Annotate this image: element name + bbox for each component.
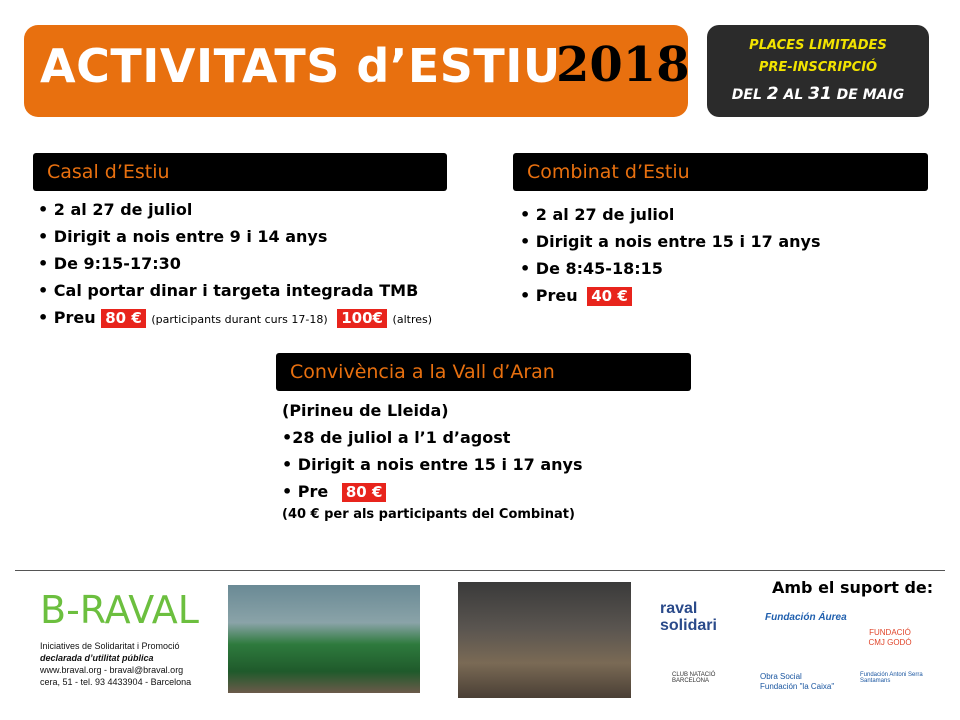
combinat-price-row (520, 282, 821, 309)
casal-list (38, 196, 432, 331)
group-photo (228, 585, 420, 693)
places-limitades-text: PLACES LIMITADES (749, 38, 887, 53)
convivencia-location: (Pirineu de Lleida) (282, 401, 449, 420)
casal-price2-badge: 100€ (337, 309, 387, 328)
places-limitades-box (707, 25, 929, 117)
casal-dates: • 2 al 27 de juliol (38, 196, 432, 223)
combinat-header: Combinat d’Estiu (513, 153, 928, 191)
casal-requirements: • Cal portar dinar i targeta integrada TMB (38, 277, 432, 304)
combinat-price-badge: 40 € (587, 287, 632, 306)
braval-info (40, 640, 230, 688)
braval-line3: www.braval.org - braval@braval.org (40, 665, 184, 675)
dates-end: 31 (808, 84, 832, 104)
combinat-dates: • 2 al 27 de juliol (520, 201, 821, 228)
convivencia-note: (40 € per als participants del Combinat) (282, 507, 575, 522)
sponsor-club-natacio: CLUB NATACIÓ BARCELONA (672, 672, 716, 684)
dates-word-de: DE (836, 87, 858, 103)
combinat-hours: • De 8:45-18:15 (520, 255, 821, 282)
braval-line4: cera, 51 - tel. 93 4433904 - Barcelona (40, 677, 192, 687)
convivencia-list (282, 397, 583, 525)
dates-word-del: DEL (731, 87, 762, 103)
title-banner (24, 25, 688, 117)
inscription-dates-text (707, 84, 929, 104)
sponsor-raval-solidari: raval solidari (660, 600, 717, 634)
page-title: ACTIVITATS d’ESTIU (40, 39, 561, 93)
braval-line1: Iniciatives de Solidaritat i Promoció (40, 641, 180, 651)
convivencia-header: Convivència a la Vall d’Aran (276, 353, 691, 391)
casal-price-label: • Preu (38, 308, 96, 327)
casal-ages: • Dirigit a nois entre 9 i 14 anys (38, 223, 432, 250)
page-title-year: 2018 (556, 37, 690, 93)
braval-line2: declarada d’utilitat pública (40, 653, 154, 663)
sponsor-fundacion-serra: Fundación Antoni Serra Santamans (860, 672, 923, 684)
casal-price-row (38, 304, 432, 331)
dates-start: 2 (766, 84, 779, 104)
braval-logo-block (30, 588, 220, 698)
suport-label: Amb el suport de: (772, 578, 934, 597)
convivencia-price-label: • Pre (282, 482, 328, 501)
dates-month: MAIG (862, 87, 905, 103)
sponsor-aurea: Fundación Áurea (765, 612, 847, 623)
combinat-ages: • Dirigit a nois entre 15 i 17 anys (520, 228, 821, 255)
footer-divider (15, 570, 945, 571)
activity-photo (458, 582, 631, 698)
convivencia-price-row (282, 478, 583, 505)
sponsor-obra-social: Obra Social Fundación "la Caixa" (760, 672, 835, 691)
braval-logo: B-RAVAL (40, 588, 199, 632)
casal-hours: • De 9:15-17:30 (38, 250, 432, 277)
convivencia-dates: •28 de juliol a l’1 d’agost (282, 428, 511, 447)
casal-price1-badge: 80 € (101, 309, 146, 328)
combinat-price-label: • Preu (520, 286, 578, 305)
casal-header: Casal d’Estiu (33, 153, 447, 191)
dates-word-al: AL (783, 87, 804, 103)
sponsor-cmj-godo: FUNDACIÓ CMJ GODÓ (868, 628, 912, 647)
combinat-list (520, 201, 821, 309)
pre-inscripcio-text: PRE-INSCRIPCIÓ (758, 60, 878, 75)
casal-price2-note: (altres) (392, 313, 433, 326)
convivencia-price-badge: 80 € (342, 483, 387, 502)
convivencia-ages: • Dirigit a nois entre 15 i 17 anys (282, 451, 583, 478)
casal-price1-note: (participants durant curs 17-18) (151, 313, 328, 326)
